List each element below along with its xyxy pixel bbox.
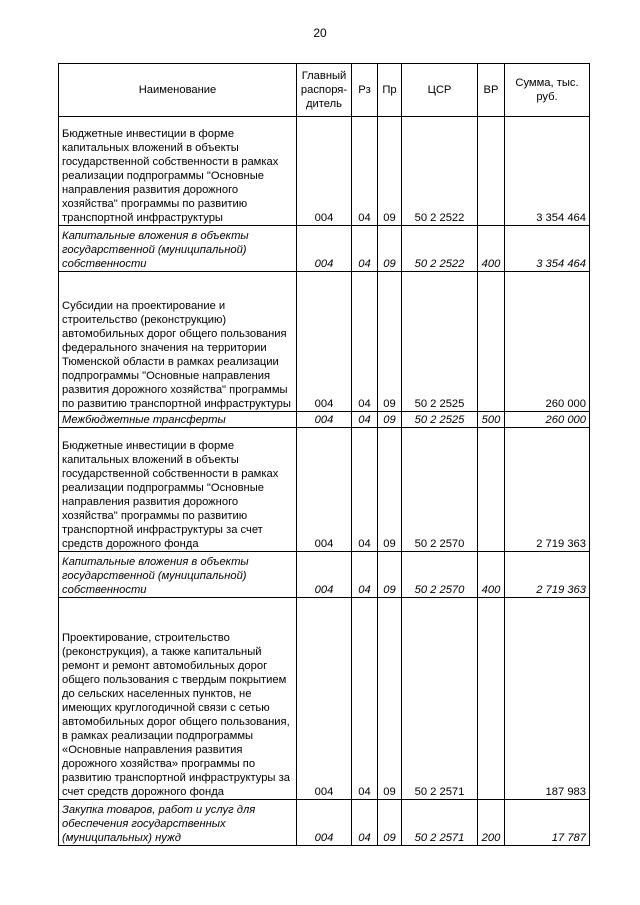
row-csr: 50 2 2570	[402, 428, 478, 552]
row-glav: 004	[297, 552, 352, 598]
row-glav: 004	[297, 598, 352, 800]
row-vr	[478, 272, 505, 412]
row-glav: 004	[297, 412, 352, 428]
row-rz: 04	[352, 800, 378, 846]
budget-table	[58, 63, 590, 846]
row-glav: 004	[297, 428, 352, 552]
col-header-rz: Рз	[352, 64, 378, 117]
table-row	[59, 428, 590, 552]
row-name: Межбюджетные трансферты	[59, 412, 297, 428]
table-row	[59, 412, 590, 428]
table-row	[59, 552, 590, 598]
row-glav: 004	[297, 272, 352, 412]
row-csr: 50 2 2570	[402, 552, 478, 598]
col-header-csr: ЦСР	[402, 64, 478, 117]
row-name: Бюджетные инвестиции в форме капитальных вложений в объекты государственной собственности в рамках реализации подпрограммы "Основные направления развития дорожного хозяйства" программы по развитию транспортной инфраструктуры	[59, 117, 297, 226]
row-rz: 04	[352, 428, 378, 552]
row-sum: 2 719 363	[505, 428, 590, 552]
row-csr: 50 2 2571	[402, 598, 478, 800]
row-vr	[478, 117, 505, 226]
row-sum: 2 719 363	[505, 552, 590, 598]
table-row	[59, 226, 590, 272]
row-pr: 09	[378, 412, 402, 428]
row-name: Капитальные вложения в объекты государственной (муниципальной) собственности	[59, 552, 297, 598]
row-csr: 50 2 2571	[402, 800, 478, 846]
row-sum: 17 787	[505, 800, 590, 846]
row-vr: 500	[478, 412, 505, 428]
row-glav: 004	[297, 226, 352, 272]
row-csr: 50 2 2525	[402, 272, 478, 412]
row-name: Закупка товаров, работ и услуг для обеспечения государственных (муниципальных) нужд	[59, 800, 297, 846]
row-pr: 09	[378, 226, 402, 272]
table-row	[59, 117, 590, 226]
col-header-vr: ВР	[478, 64, 505, 117]
row-vr: 200	[478, 800, 505, 846]
table-row	[59, 598, 590, 800]
row-sum: 3 354 464	[505, 226, 590, 272]
row-csr: 50 2 2525	[402, 412, 478, 428]
row-csr: 50 2 2522	[402, 226, 478, 272]
row-vr	[478, 428, 505, 552]
row-vr: 400	[478, 226, 505, 272]
row-pr: 09	[378, 272, 402, 412]
col-header-name: Наименование	[59, 64, 297, 117]
row-pr: 09	[378, 428, 402, 552]
row-name: Субсидии на проектирование и строительство (реконструкцию) автомобильных дорог общего пользования федерального значения на территории Тюменской области в рамках реализации подпрограммы "Основные направления развития дорожного хозяйства" программы по развитию транспортной инфраструктуры	[59, 272, 297, 412]
page-number: 20	[313, 26, 327, 40]
row-name: Проектирование, строительство (реконструкция), а также капитальный ремонт и ремонт автомобильных дорог общего пользования с твердым покрытием до сельских населенных пунктов, не имеющих круглогодичной связи с сетью автомобильных дорог общего пользования, в рамках реализации подпрограммы «Основные направления развития дорожного хозяйства» программы по развитию транспортной инфраструктуры за счет средств дорожного фонда	[59, 598, 297, 800]
row-sum: 3 354 464	[505, 117, 590, 226]
row-rz: 04	[352, 117, 378, 226]
row-name: Бюджетные инвестиции в форме капитальных вложений в объекты государственной собственности в рамках реализации подпрограммы "Основные направления развития дорожного хозяйства" программы по развитию транспортной инфраструктуры за счет средств дорожного фонда	[59, 428, 297, 552]
row-vr	[478, 598, 505, 800]
row-glav: 004	[297, 117, 352, 226]
row-rz: 04	[352, 226, 378, 272]
col-header-sum: Сумма, тыс. руб.	[505, 64, 590, 117]
row-sum: 260 000	[505, 412, 590, 428]
row-pr: 09	[378, 800, 402, 846]
row-glav: 004	[297, 800, 352, 846]
header-row	[59, 64, 590, 117]
row-pr: 09	[378, 552, 402, 598]
row-name: Капитальные вложения в объекты государственной (муниципальной) собственности	[59, 226, 297, 272]
row-rz: 04	[352, 272, 378, 412]
col-header-glav: Главный распоря-дитель	[297, 64, 352, 117]
row-csr: 50 2 2522	[402, 117, 478, 226]
row-sum: 187 983	[505, 598, 590, 800]
row-rz: 04	[352, 552, 378, 598]
row-pr: 09	[378, 598, 402, 800]
col-header-pr: Пр	[378, 64, 402, 117]
row-vr: 400	[478, 552, 505, 598]
table-row	[59, 272, 590, 412]
row-sum: 260 000	[505, 272, 590, 412]
row-pr: 09	[378, 117, 402, 226]
row-rz: 04	[352, 412, 378, 428]
table-row	[59, 800, 590, 846]
row-rz: 04	[352, 598, 378, 800]
